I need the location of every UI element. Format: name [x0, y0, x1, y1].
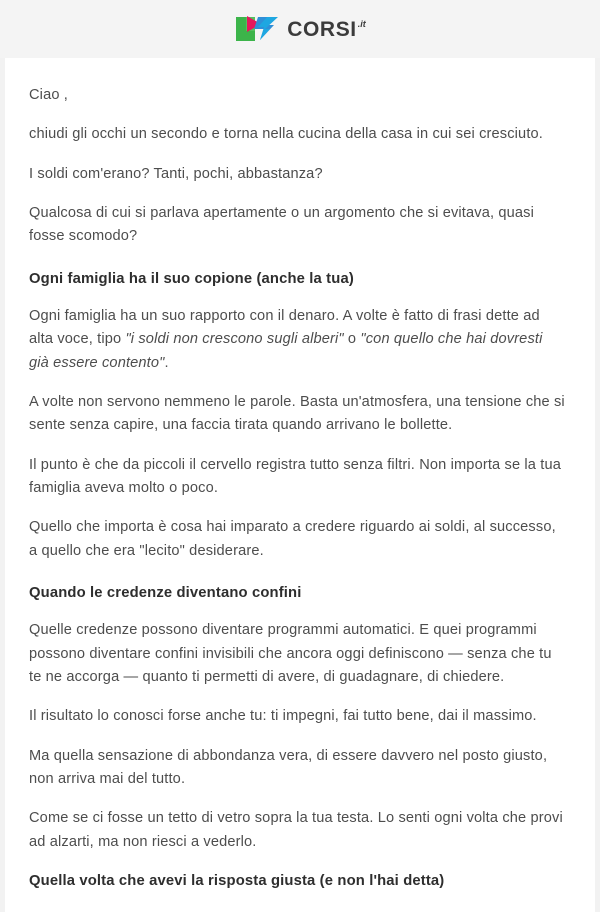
lead-text-part: Ogni famiglia ha un suo rapporto con il denaro. A volte è fatto di frasi dette ad alta voce, tipo [29, 307, 540, 348]
connector-text: o [343, 331, 361, 348]
logo-word-corsi: CORSI [287, 17, 357, 41]
quoted-phrase-one: "i soldi non crescono sugli alberi" [125, 331, 344, 348]
paragraph-section-one-3: Il punto è che da piccoli il cervello registra tutto senza filtri. Non importa se la tua famiglia aveva molto o poco. [29, 456, 561, 496]
paragraph-section-two-1: Quelle credenze possono diventare programmi automatici. E quei programmi possono diventare confini invisibili che ancora oggi definiscono — senza che tu te ne accorga — quanto ti permetti di avere, di guadagnare, di chiedere. [29, 622, 552, 685]
paragraph-intro-2: I soldi com'erano? Tanti, pochi, abbastanza? [29, 165, 323, 182]
corsi-logo[interactable] [234, 12, 366, 46]
greeting-line: Ciao , [29, 87, 68, 103]
corsi-logo-mark-icon [234, 14, 280, 44]
section-heading-two: Quando le credenze diventano confini [29, 585, 302, 601]
paragraph-section-two-3: Ma quella sensazione di abbondanza vera, di essere davvero nel posto giusto, non arriva mai del tutto. [29, 747, 548, 787]
quoted-phrase-two: "con quello che hai dovresti già essere contento" [29, 331, 543, 371]
logo-word-tld: .it [357, 18, 366, 29]
paragraph-section-two-2: Il risultato lo conosci forse anche tu: ti impegni, fai tutto bene, dai il massimo. [29, 708, 537, 725]
email-content-card [5, 58, 595, 912]
section-heading-one: Ogni famiglia ha il suo copione (anche la tua) [29, 270, 354, 287]
paragraph-section-one-2: A volte non servono nemmeno le parole. Basta un'atmosfera, una tensione che si sente senza capire, una faccia tirata quando arrivano le bollette. [29, 393, 565, 434]
paragraph-intro-3: Qualcosa di cui si parlava apertamente o un argomento che si evitava, quasi fosse scomodo? [29, 205, 534, 245]
section-heading-three: Quella volta che avevi la risposta giusta (e non l'hai detta) [29, 872, 445, 889]
paragraph-section-one-lead [29, 305, 566, 375]
paragraph-section-one-4: Quello che importa è cosa hai imparato a credere riguardo ai soldi, al successo, a quello che era "lecito" desiderare. [29, 519, 556, 559]
email-header-band [0, 0, 600, 58]
paragraph-section-two-4: Come se ci fosse un tetto di vetro sopra la tua testa. Lo senti ogni volta che provi ad alzarti, ma non riesci a vederlo. [29, 810, 563, 850]
paragraph-intro-1: chiudi gli occhi un secondo e torna nella cucina della casa in cui sei cresciuto. [29, 126, 543, 143]
corsi-logo-wordmark [287, 19, 366, 40]
email-body [29, 84, 566, 892]
tail-text: . [164, 354, 169, 371]
